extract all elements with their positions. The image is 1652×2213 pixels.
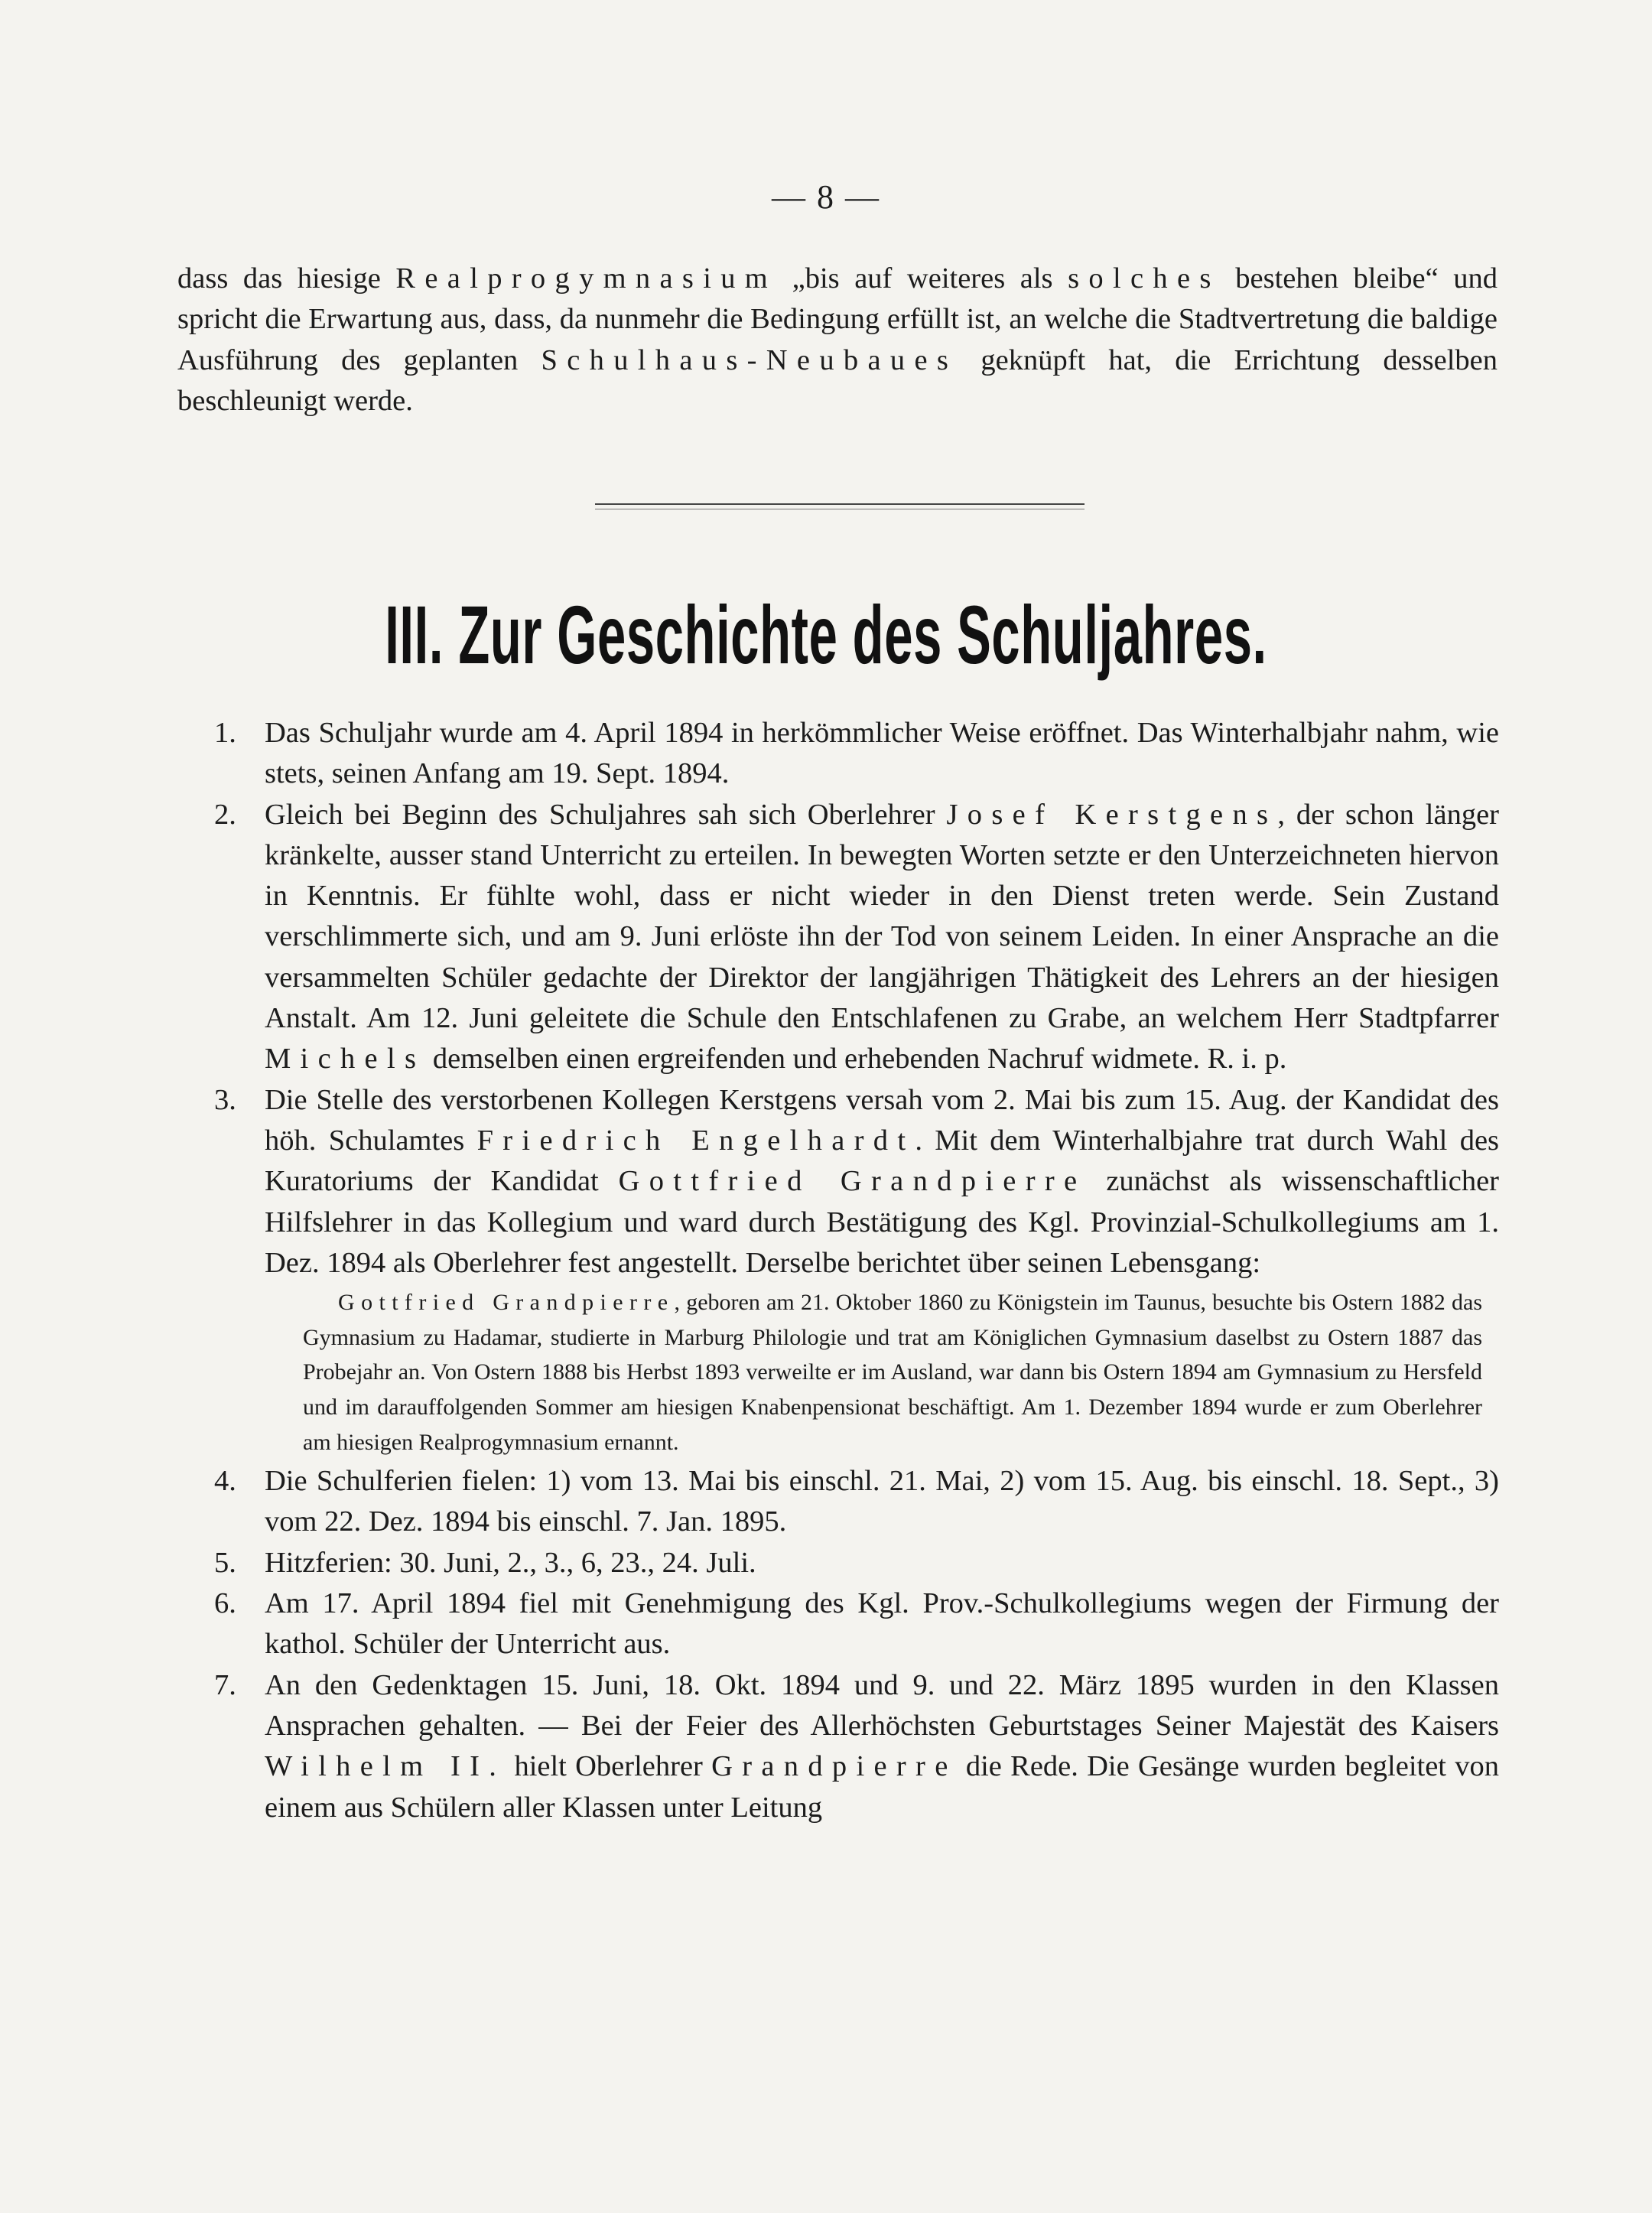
- section-heading: III. Zur Geschichte des Schuljahres.: [385, 588, 1267, 681]
- item-number: 3.: [214, 1083, 236, 1116]
- item-text-2: hielt Oberlehrer: [506, 1750, 712, 1783]
- item-text-3: die Rede. Die Gesänge wurden begleitet von einem aus Schülern aller Klassen unter Leitung: [265, 1750, 1499, 1824]
- bio-text: , geboren am 21. Oktober 1860 zu Königstein im Taunus, besuchte bis Ostern 1882 das Gymnasium zu Hadamar, studierte in Marburg Philologie und trat am Königlichen Gymnasium daselbst zu Ostern 1887 das Probejahr an. Von Ostern 1888 bis Herbst 1893 verweilte er im Ausland, war dann bis Ostern 1894 am Gymnasium zu Hersfeld und im darauffolgenden Sommer am hiesigen Knabenpensionat beschäftigt. Am 1. Dezember 1894 wurde er zum Oberlehrer am hiesigen Realprogymnasium ernannt.: [303, 1290, 1482, 1455]
- item-text-3: demselben einen ergreifenden und erhebenden Nachruf widmete. R. i. p.: [425, 1043, 1287, 1076]
- item-text-1: An den Gedenktagen 15. Juni, 18. Okt. 1894 und 9. und 22. März 1895 wurden in den Klassen Ansprachen gehalten. — Bei der Feier des Allerhöchsten Geburtstages Seiner Majestät des Kaisers: [265, 1668, 1499, 1742]
- intro-text-3: bestehen bleibe“ und spricht die Erwartung aus, dass, da nunmehr die Bedingung erfüllt ist, an welche die Stadtvertretung die baldige Ausführung des geplanten: [177, 262, 1498, 376]
- item-text: Hitzferien: 30. Juni, 2., 3., 6, 23., 24. Juli.: [265, 1546, 756, 1579]
- biography-note: [214, 1285, 1499, 1460]
- item-number: 4.: [214, 1465, 236, 1498]
- item-text-1: Die Stelle des verstorbenen Kollegen Kerstgens versah vom 2. Mai bis zum 15. Aug. der Kandidat des höh. Schulamtes: [265, 1083, 1499, 1157]
- item-text: Die Schulferien fielen: 1) vom 13. Mai bis einschl. 21. Mai, 2) vom 15. Aug. bis einschl. 18. Sept., 3) vom 22. Dez. 1894 bis einschl. 7. Jan. 1895.: [265, 1465, 1499, 1538]
- item-text-1: Gleich bei Beginn des Schuljahres sah sich Oberlehrer: [265, 798, 947, 831]
- item-emph-engelhardt: Friedrich Engelhardt: [476, 1124, 915, 1157]
- section-divider: [595, 503, 1085, 505]
- chronicle-list: [214, 713, 1499, 1828]
- item-number: 7.: [214, 1668, 236, 1701]
- item-number: 6.: [214, 1587, 236, 1620]
- item-emph-kerstgens: Josef Kerstgens: [946, 798, 1278, 831]
- item-emph-michels: Michels: [265, 1043, 426, 1076]
- item-number: 2.: [214, 798, 236, 831]
- item-text-2: , der schon länger kränkelte, ausser stand Unterricht zu erteilen. In bewegten Worten setzte er den Unterzeichneten hiervon in Kenntnis. Er fühlte wohl, dass er nicht wieder in den Dienst treten werde. Sein Zustand verschlimmerte sich, und am 9. Juni erlöste ihn der Tod von seinem Leiden. In einer Ansprache an die versammelten Schüler gedachte der Direktor der langjährigen Thätigkeit des Lehrers an der hiesigen Anstalt. Am 12. Juni geleitete die Schule den Entschlafenen zu Grabe, an welchem Herr Stadtpfarrer: [265, 798, 1499, 1035]
- page-number: — 8 —: [772, 178, 880, 216]
- item-text: Am 17. April 1894 fiel mit Genehmigung des Kgl. Prov.-Schulkollegiums wegen der Firmung der kathol. Schüler der Unterricht aus.: [265, 1587, 1499, 1661]
- list-item-1: [214, 713, 1499, 795]
- item-text-2: . Mit dem Winterhalbjahre trat durch Wahl des Kuratoriums der Kandidat: [265, 1124, 1500, 1198]
- item-number: 5.: [214, 1546, 236, 1579]
- list-item-4: [214, 1461, 1499, 1543]
- item-emph-wilhelm: Wilhelm II.: [265, 1750, 506, 1783]
- list-item-3: [214, 1080, 1499, 1460]
- item-emph-grandpierre: Grandpierre: [711, 1750, 958, 1783]
- item-number: 1.: [214, 717, 236, 749]
- list-item-6: [214, 1583, 1499, 1665]
- intro-text-1: dass das hiesige: [177, 262, 396, 295]
- item-text-3: zunächst als wissenschaftlicher Hilfslehrer in das Kollegium und ward durch Bestätigung des Kgl. Provinzial-Schulkollegiums am 1. Dez. 1894 als Oberlehrer fest angestellt. Derselbe berichtet über seinen Lebensgang:: [265, 1165, 1499, 1279]
- item-text: Das Schuljahr wurde am 4. April 1894 in herkömmlicher Weise eröffnet. Das Winterhalbjahr nahm, wie stets, seinen Anfang am 19. Sept. 1894.: [265, 717, 1499, 790]
- intro-emph-solches: solches: [1068, 262, 1221, 295]
- intro-text-4: geknüpft hat, die Errichtung desselben beschleunigt werde.: [177, 343, 1498, 417]
- item-emph-grandpierre: Gottfried Grandpierre: [618, 1165, 1087, 1198]
- intro-text-2: „bis auf weiteres als: [777, 262, 1068, 295]
- bio-name: Gottfried Grandpierre: [338, 1290, 675, 1316]
- intro-emph-realprogymnasium: Realprogymnasium: [395, 262, 778, 295]
- list-item-5: [214, 1543, 1499, 1583]
- intro-emph-schulhaus: Schulhaus-Neubaues: [541, 343, 958, 376]
- intro-paragraph: [177, 259, 1498, 421]
- list-item-2: [214, 795, 1499, 1080]
- list-item-7: [214, 1665, 1499, 1828]
